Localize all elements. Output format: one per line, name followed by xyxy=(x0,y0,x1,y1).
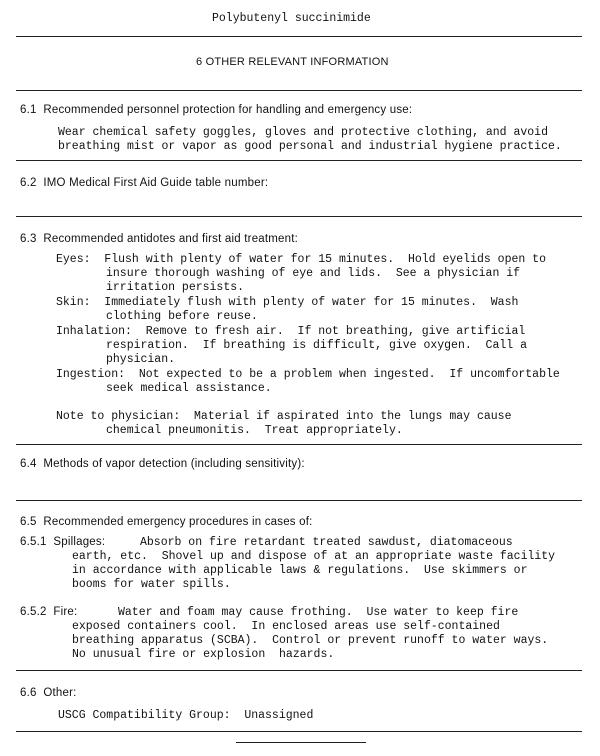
heading-6-3: 6.3 Recommended antidotes and first aid treatment: xyxy=(20,233,299,245)
ingestion-text: Ingestion: Not expected to be a problem when ingested. If uncomfortable xyxy=(56,368,560,381)
text-line: Wear chemical safety goggles, gloves and protective clothing, and avoid xyxy=(58,126,548,139)
fire-text: Water and foam may cause frothing. Use water to keep fire xyxy=(118,606,519,619)
spillages-text: in accordance with applicable laws & regulations. Use skimmers or xyxy=(72,564,528,577)
spillages-text: Absorb on fire retardant treated sawdust, diatomaceous xyxy=(140,536,513,549)
divider xyxy=(16,731,582,732)
note-text: Note to physician: Material if aspirated into the lungs may cause xyxy=(56,410,512,423)
spillages-text: booms for water spills. xyxy=(72,578,231,591)
text-line: breathing mist or vapor as good personal and industrial hygiene practice. xyxy=(58,140,562,153)
heading-6-2: 6.2 IMO Medical First Aid Guide table number: xyxy=(20,177,269,189)
fire-text: exposed containers cool. In enclosed areas use self-contained xyxy=(72,620,500,633)
fire-text: breathing apparatus (SCBA). Control or prevent runoff to water ways. xyxy=(72,634,549,647)
divider xyxy=(16,500,582,501)
inhalation-text: Inhalation: Remove to fresh air. If not breathing, give artificial xyxy=(56,325,526,338)
heading-6-6: 6.6 Other: xyxy=(20,687,77,699)
ingestion-text: seek medical assistance. xyxy=(106,382,272,395)
footer-rule xyxy=(236,742,366,743)
divider xyxy=(16,36,582,37)
inhalation-text: respiration. If breathing is difficult, give oxygen. Call a xyxy=(106,339,527,352)
divider xyxy=(16,670,582,671)
skin-text: clothing before reuse. xyxy=(106,310,258,323)
eyes-text: Eyes: Flush with plenty of water for 15 minutes. Hold eyelids open to xyxy=(56,253,546,266)
heading-6-5: 6.5 Recommended emergency procedures in cases of: xyxy=(20,516,313,528)
fire-text: No unusual fire or explosion hazards. xyxy=(72,648,335,661)
note-text: chemical pneumonitis. Treat appropriately. xyxy=(106,424,403,437)
fire-label: 6.5.2 Fire: xyxy=(20,606,78,618)
section-title: 6 OTHER RELEVANT INFORMATION xyxy=(196,56,389,68)
spillages-label: 6.5.1 Spillages: xyxy=(20,536,106,548)
uscg-text: USCG Compatibility Group: Unassigned xyxy=(58,709,314,722)
divider xyxy=(16,90,582,91)
skin-text: Skin: Immediately flush with plenty of water for 15 minutes. Wash xyxy=(56,296,519,309)
spillages-text: earth, etc. Shovel up and dispose of at an appropriate waste facility xyxy=(72,550,556,563)
eyes-text: insure thorough washing of eye and lids. See a physician if xyxy=(106,267,521,280)
divider xyxy=(16,444,582,445)
divider xyxy=(16,160,582,161)
divider xyxy=(16,216,582,217)
heading-6-4: 6.4 Methods of vapor detection (including sensitivity): xyxy=(20,458,305,470)
heading-6-1: 6.1 Recommended personnel protection for handling and emergency use: xyxy=(20,104,413,116)
eyes-text: irritation persists. xyxy=(106,281,245,294)
inhalation-text: physician. xyxy=(106,353,176,366)
document-title: Polybutenyl succinimide xyxy=(212,12,371,25)
